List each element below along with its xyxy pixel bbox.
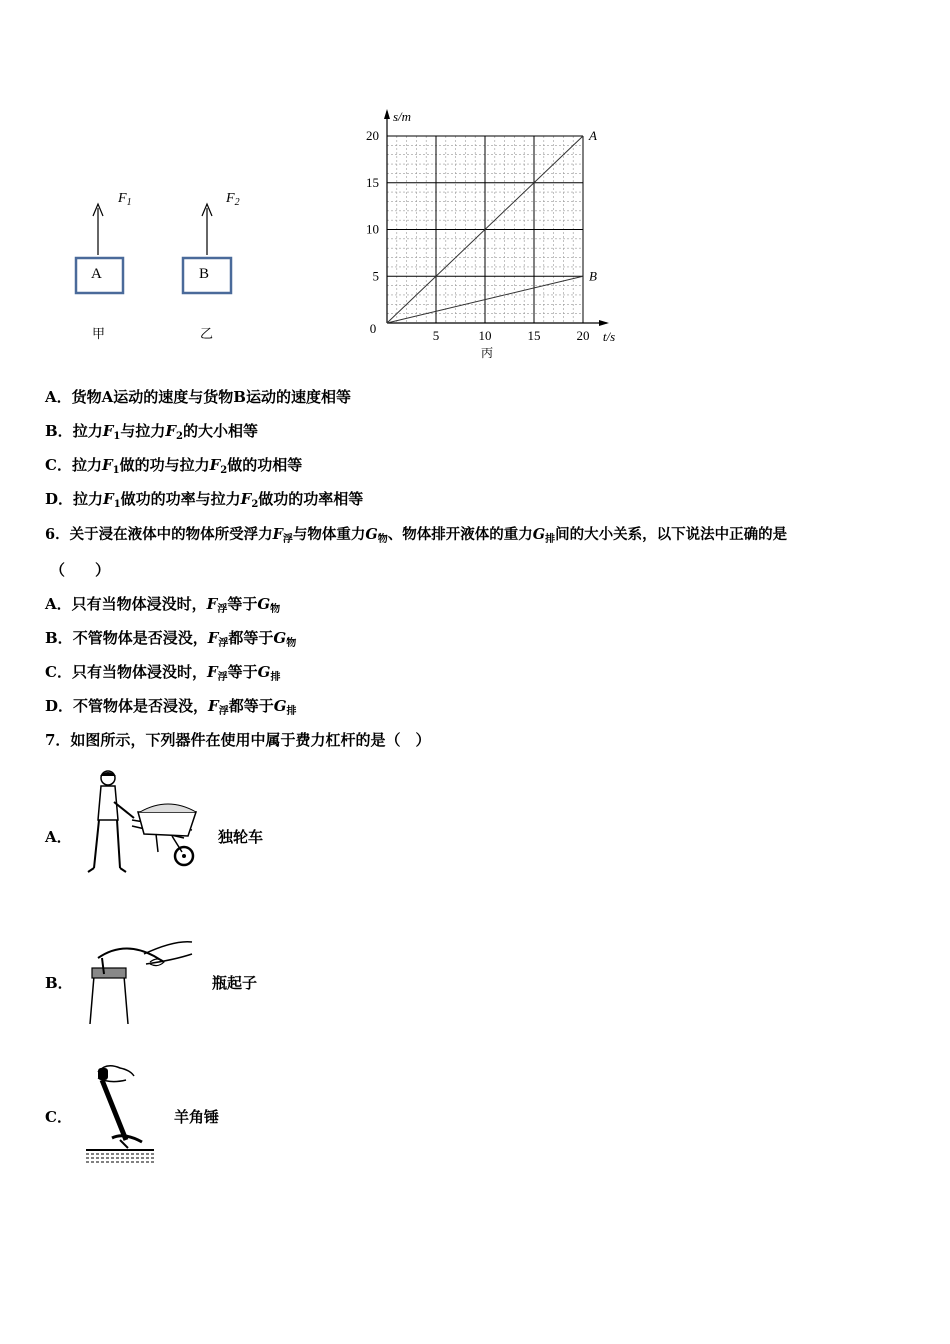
y-tick-label: 20	[366, 128, 379, 143]
q6-option-d[interactable]: D．不管物体是否浸没，$F_浮$都等于$G_排$	[45, 697, 297, 717]
q7-option-a-name: 独轮车	[218, 828, 264, 846]
force-label-f1: $F_1$	[118, 191, 132, 208]
q5-option-b[interactable]: B．拉力$F_1$与拉力$F_2$的大小相等	[45, 422, 258, 442]
y-axis-label: s/m	[393, 109, 412, 124]
q7-option-a-label[interactable]: A．	[45, 828, 72, 846]
claw-hammer-illustration	[84, 1058, 156, 1166]
q7-stem: 7．如图所示，下列器件在使用中属于费力杠杆的是（ ）	[45, 731, 431, 749]
q5-option-c[interactable]: C．拉力$F_1$做的功与拉力$F_2$做的功相等	[45, 456, 303, 476]
q6-option-c[interactable]: C．只有当物体浸没时，$F_浮$等于$G_排$	[45, 663, 281, 683]
x-tick-label: 15	[527, 328, 541, 343]
q7-option-b-name: 瓶起子	[212, 974, 258, 992]
wheelbarrow-illustration	[84, 768, 202, 880]
y-tick-label: 5	[372, 268, 379, 284]
q5-option-a[interactable]: A．货物A运动的速度与货物B运动的速度相等	[45, 388, 351, 406]
box-b-label: B	[199, 266, 210, 282]
q6-option-b[interactable]: B．不管物体是否浸没，$F_浮$都等于$G_物$	[45, 629, 297, 649]
x-tick-label: 20	[576, 328, 590, 343]
box-a-label: A	[91, 266, 102, 282]
caption-yi: 乙	[200, 327, 214, 342]
x-tick-label: 5	[432, 328, 440, 343]
chart-caption: 丙	[480, 346, 494, 360]
series-label-b: B	[589, 268, 597, 284]
q6-option-a[interactable]: A．只有当物体浸没时，$F_浮$等于$G_物$	[45, 595, 281, 615]
q5-option-d[interactable]: D．拉力$F_1$做功的功率与拉力$F_2$做功的功率相等	[45, 490, 364, 510]
bottle-opener-illustration	[84, 936, 196, 1028]
series-label-a: A	[589, 128, 597, 143]
x-tick-label: 10	[478, 328, 492, 343]
q6-stem: 6．关于浸在液体中的物体所受浮力$F_浮$与物体重力$G_物$、物体排开液体的重力$G_排$间的大小关系，以下说法中正确的是	[45, 526, 788, 545]
y-tick-label: 15	[366, 174, 379, 190]
x-axis-arrow	[599, 320, 609, 326]
q7-option-b-label[interactable]: B．	[45, 974, 73, 992]
y-axis-arrow	[384, 109, 390, 119]
origin-label: 0	[369, 321, 377, 336]
q7-option-c-name: 羊角锤	[174, 1108, 220, 1126]
force-label-f2: $F_2$	[226, 191, 240, 208]
q6-answer-blank: （ ）	[50, 561, 111, 579]
x-axis-label: t/s	[602, 329, 616, 344]
y-tick-label: 10	[366, 221, 379, 237]
caption-jia: 甲	[92, 327, 106, 342]
q7-option-c-label[interactable]: C．	[45, 1108, 72, 1126]
s-t-chart	[355, 105, 635, 365]
